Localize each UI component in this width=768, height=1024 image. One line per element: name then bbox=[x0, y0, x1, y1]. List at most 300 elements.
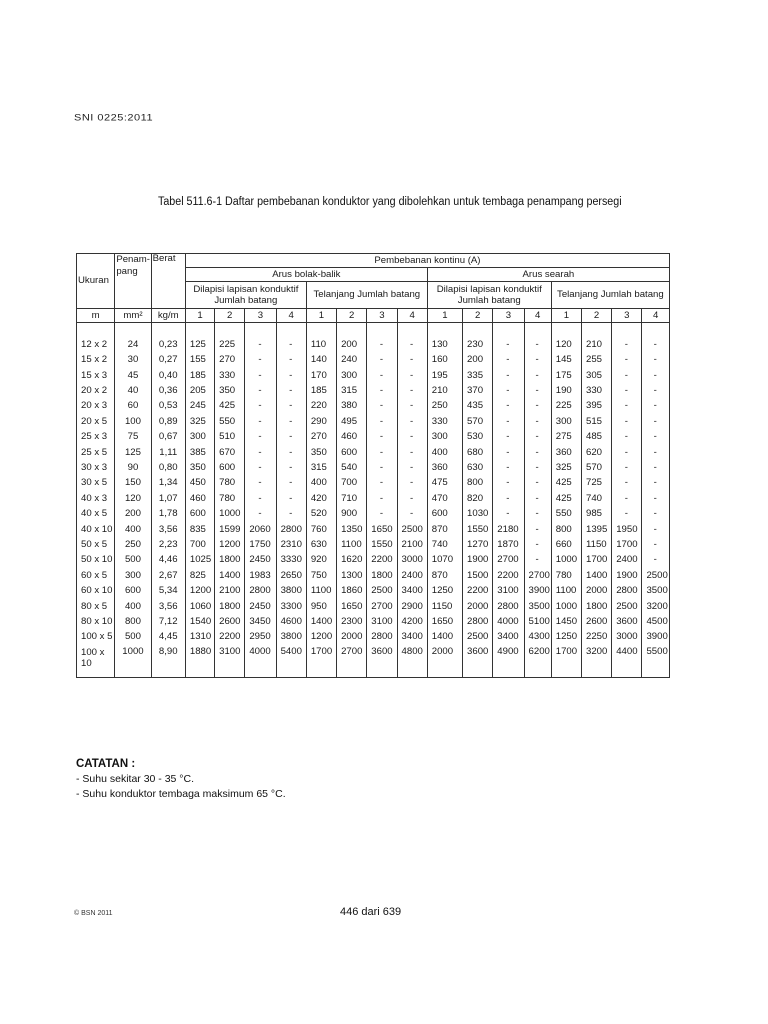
cell-current: 275 bbox=[551, 429, 581, 444]
cell-current: 1030 bbox=[463, 506, 493, 521]
cell-cross-section: 800 bbox=[115, 614, 151, 629]
cell-current: 2800 bbox=[276, 522, 306, 537]
cell-current: 530 bbox=[463, 429, 493, 444]
table-row bbox=[77, 491, 670, 506]
cell-current: 1599 bbox=[215, 522, 245, 537]
cell-current: 300 bbox=[337, 368, 367, 383]
cell-current: 835 bbox=[185, 522, 214, 537]
cell-current: - bbox=[367, 368, 397, 383]
header-ukuran: Ukuran bbox=[77, 254, 115, 309]
cell-current: 600 bbox=[185, 506, 214, 521]
cell-size: 60 x 10 bbox=[77, 583, 115, 598]
cell-current: 620 bbox=[581, 445, 611, 460]
cell-current: 550 bbox=[215, 414, 245, 429]
spacer-cell bbox=[306, 323, 336, 338]
cell-current: - bbox=[524, 506, 551, 521]
standard-reference: SNI 0225:2011 bbox=[74, 112, 154, 124]
cell-current: 1400 bbox=[306, 614, 336, 629]
cell-current: - bbox=[524, 337, 551, 352]
table-body bbox=[77, 323, 670, 678]
spacer-cell bbox=[115, 323, 151, 338]
cell-cross-section: 60 bbox=[115, 399, 151, 414]
cell-current: 1700 bbox=[551, 645, 581, 678]
cell-weight: 0,67 bbox=[151, 429, 185, 444]
cell-current: - bbox=[397, 383, 427, 398]
cell-current: - bbox=[276, 352, 306, 367]
unit-header: kg/m bbox=[151, 309, 185, 323]
cell-size: 20 x 2 bbox=[77, 383, 115, 398]
spacer-cell bbox=[581, 323, 611, 338]
cell-size: 40 x 3 bbox=[77, 491, 115, 506]
cell-current: 475 bbox=[427, 476, 462, 491]
cell-current: 245 bbox=[185, 399, 214, 414]
cell-current: - bbox=[245, 429, 276, 444]
cell-current: - bbox=[245, 476, 276, 491]
cell-current: - bbox=[276, 445, 306, 460]
cell-current: 1800 bbox=[367, 568, 397, 583]
cell-current: - bbox=[524, 537, 551, 552]
cell-current: - bbox=[642, 552, 670, 567]
cell-current: 3450 bbox=[245, 614, 276, 629]
cell-current: - bbox=[245, 399, 276, 414]
cell-current: 2200 bbox=[367, 552, 397, 567]
table-row bbox=[77, 583, 670, 598]
cell-current: 350 bbox=[185, 460, 214, 475]
cell-size: 100 x 5 bbox=[77, 629, 115, 644]
cell-current: 900 bbox=[337, 506, 367, 521]
notes-title: CATATAN : bbox=[76, 758, 136, 770]
cell-current: - bbox=[276, 337, 306, 352]
cell-current: - bbox=[612, 476, 642, 491]
cell-current: 170 bbox=[306, 368, 336, 383]
cell-current: 680 bbox=[463, 445, 493, 460]
cell-current: - bbox=[276, 491, 306, 506]
cell-current: 380 bbox=[337, 399, 367, 414]
table-row bbox=[77, 522, 670, 537]
cell-weight: 0,40 bbox=[151, 368, 185, 383]
cell-current: 1250 bbox=[427, 583, 462, 598]
table-row bbox=[77, 537, 670, 552]
cell-current: 1550 bbox=[367, 537, 397, 552]
cell-current: 185 bbox=[185, 368, 214, 383]
cell-current: - bbox=[245, 368, 276, 383]
cell-current: 1800 bbox=[581, 599, 611, 614]
cell-current: 3200 bbox=[581, 645, 611, 678]
cell-size: 50 x 10 bbox=[77, 552, 115, 567]
spacer-cell bbox=[642, 323, 670, 338]
batang-number-header: 1 bbox=[427, 309, 462, 323]
cell-current: 1395 bbox=[581, 522, 611, 537]
spacer-cell bbox=[276, 323, 306, 338]
spacer-cell bbox=[493, 323, 524, 338]
cell-current: 1250 bbox=[551, 629, 581, 644]
cell-current: - bbox=[367, 506, 397, 521]
cell-current: 570 bbox=[581, 460, 611, 475]
cell-current: 3100 bbox=[367, 614, 397, 629]
cell-current: - bbox=[642, 383, 670, 398]
cell-size: 60 x 5 bbox=[77, 568, 115, 583]
cell-current: 2700 bbox=[493, 552, 524, 567]
table-row bbox=[77, 614, 670, 629]
cell-current: 350 bbox=[215, 383, 245, 398]
table-row bbox=[77, 352, 670, 367]
header-dc-telanjang: Telanjang Jumlah batang bbox=[551, 282, 669, 309]
cell-current: 450 bbox=[185, 476, 214, 491]
cell-current: 190 bbox=[551, 383, 581, 398]
cell-current: - bbox=[245, 337, 276, 352]
cell-current: - bbox=[397, 414, 427, 429]
cell-current: 3900 bbox=[642, 629, 670, 644]
cell-current: - bbox=[493, 429, 524, 444]
cell-current: 1100 bbox=[306, 583, 336, 598]
cell-current: - bbox=[276, 368, 306, 383]
cell-current: - bbox=[493, 476, 524, 491]
cell-cross-section: 90 bbox=[115, 460, 151, 475]
cell-current: 3330 bbox=[276, 552, 306, 567]
table-title: Tabel 511.6-1 Daftar pembebanan konduktor yang dibolehkan untuk tembaga penampang persegi bbox=[158, 196, 622, 208]
cell-current: 740 bbox=[581, 491, 611, 506]
cell-current: - bbox=[524, 445, 551, 460]
cell-current: - bbox=[493, 506, 524, 521]
cell-current: - bbox=[612, 460, 642, 475]
cell-current: - bbox=[276, 506, 306, 521]
cell-current: 2400 bbox=[612, 552, 642, 567]
cell-weight: 0,36 bbox=[151, 383, 185, 398]
cell-current: 2950 bbox=[245, 629, 276, 644]
cell-current: 160 bbox=[427, 352, 462, 367]
cell-current: 780 bbox=[215, 491, 245, 506]
cell-current: - bbox=[397, 506, 427, 521]
cell-current: 3900 bbox=[524, 583, 551, 598]
cell-current: 2800 bbox=[612, 583, 642, 598]
cell-current: 1800 bbox=[215, 599, 245, 614]
cell-size: 80 x 5 bbox=[77, 599, 115, 614]
table-row bbox=[77, 445, 670, 460]
cell-size: 40 x 5 bbox=[77, 506, 115, 521]
batang-number-header: 3 bbox=[367, 309, 397, 323]
cell-current: 330 bbox=[427, 414, 462, 429]
cell-current: - bbox=[612, 352, 642, 367]
cell-current: 4200 bbox=[397, 614, 427, 629]
cell-current: - bbox=[612, 337, 642, 352]
cell-current: 1150 bbox=[581, 537, 611, 552]
cell-current: 630 bbox=[463, 460, 493, 475]
batang-number-header: 2 bbox=[215, 309, 245, 323]
cell-cross-section: 500 bbox=[115, 629, 151, 644]
cell-current: - bbox=[397, 476, 427, 491]
cell-current: 120 bbox=[551, 337, 581, 352]
cell-current: - bbox=[642, 491, 670, 506]
cell-current: 360 bbox=[551, 445, 581, 460]
header-dc-dilapisi: Dilapisi lapisan konduktif Jumlah batang bbox=[427, 282, 551, 309]
cell-current: 4800 bbox=[397, 645, 427, 678]
cell-current: 2310 bbox=[276, 537, 306, 552]
cell-current: 325 bbox=[551, 460, 581, 475]
cell-current: 1983 bbox=[245, 568, 276, 583]
cell-current: - bbox=[367, 352, 397, 367]
spacer-cell bbox=[367, 323, 397, 338]
cell-current: 240 bbox=[337, 352, 367, 367]
cell-current: 1950 bbox=[612, 522, 642, 537]
cell-current: - bbox=[367, 337, 397, 352]
cell-current: 550 bbox=[551, 506, 581, 521]
batang-number-header: 1 bbox=[185, 309, 214, 323]
cell-current: - bbox=[612, 491, 642, 506]
cell-weight: 4,45 bbox=[151, 629, 185, 644]
cell-cross-section: 400 bbox=[115, 599, 151, 614]
cell-current: - bbox=[612, 445, 642, 460]
cell-current: - bbox=[612, 414, 642, 429]
cell-current: 1400 bbox=[215, 568, 245, 583]
batang-number-header: 4 bbox=[642, 309, 670, 323]
cell-current: 2200 bbox=[215, 629, 245, 644]
cell-current: - bbox=[245, 414, 276, 429]
cell-current: 2180 bbox=[493, 522, 524, 537]
cell-current: 1100 bbox=[337, 537, 367, 552]
cell-current: - bbox=[397, 460, 427, 475]
cell-current: 4300 bbox=[524, 629, 551, 644]
cell-current: 760 bbox=[306, 522, 336, 537]
cell-current: 825 bbox=[185, 568, 214, 583]
cell-current: 780 bbox=[551, 568, 581, 583]
cell-current: - bbox=[612, 368, 642, 383]
cell-current: 2500 bbox=[612, 599, 642, 614]
cell-current: 2000 bbox=[581, 583, 611, 598]
cell-current: 425 bbox=[551, 476, 581, 491]
cell-current: 1650 bbox=[367, 522, 397, 537]
cell-size: 50 x 5 bbox=[77, 537, 115, 552]
cell-current: - bbox=[612, 429, 642, 444]
cell-current: - bbox=[367, 383, 397, 398]
cell-cross-section: 150 bbox=[115, 476, 151, 491]
cell-current: 520 bbox=[306, 506, 336, 521]
cell-current: 315 bbox=[306, 460, 336, 475]
cell-current: 660 bbox=[551, 537, 581, 552]
cell-weight: 3,56 bbox=[151, 599, 185, 614]
cell-current: 2000 bbox=[427, 645, 462, 678]
spacer-cell bbox=[77, 323, 115, 338]
cell-current: - bbox=[276, 399, 306, 414]
cell-weight: 1,78 bbox=[151, 506, 185, 521]
cell-cross-section: 75 bbox=[115, 429, 151, 444]
cell-current: 270 bbox=[306, 429, 336, 444]
cell-weight: 7,12 bbox=[151, 614, 185, 629]
cell-current: - bbox=[245, 491, 276, 506]
cell-current: 2700 bbox=[524, 568, 551, 583]
cell-current: 485 bbox=[581, 429, 611, 444]
cell-cross-section: 250 bbox=[115, 537, 151, 552]
cell-current: - bbox=[397, 429, 427, 444]
cell-current: - bbox=[524, 460, 551, 475]
cell-current: 985 bbox=[581, 506, 611, 521]
cell-current: - bbox=[642, 368, 670, 383]
batang-number-header: 1 bbox=[306, 309, 336, 323]
cell-current: 2300 bbox=[337, 614, 367, 629]
cell-weight: 0,27 bbox=[151, 352, 185, 367]
conductor-load-table bbox=[76, 253, 670, 678]
cell-current: 1000 bbox=[551, 599, 581, 614]
table-row bbox=[77, 645, 670, 678]
cell-current: 950 bbox=[306, 599, 336, 614]
cell-current: - bbox=[493, 399, 524, 414]
unit-header: mm² bbox=[115, 309, 151, 323]
cell-current: - bbox=[612, 399, 642, 414]
cell-current: 250 bbox=[427, 399, 462, 414]
cell-current: 1400 bbox=[427, 629, 462, 644]
cell-current: 2600 bbox=[581, 614, 611, 629]
cell-current: 225 bbox=[215, 337, 245, 352]
cell-current: - bbox=[493, 491, 524, 506]
footer-copyright: © BSN 2011 bbox=[74, 910, 113, 917]
cell-current: - bbox=[493, 368, 524, 383]
cell-current: 4000 bbox=[493, 614, 524, 629]
cell-cross-section: 100 bbox=[115, 414, 151, 429]
cell-current: 315 bbox=[337, 383, 367, 398]
batang-number-header: 1 bbox=[551, 309, 581, 323]
cell-current: 2500 bbox=[642, 568, 670, 583]
cell-current: 1900 bbox=[612, 568, 642, 583]
table-row bbox=[77, 337, 670, 352]
batang-number-header: 3 bbox=[493, 309, 524, 323]
spacer-cell bbox=[151, 323, 185, 338]
cell-cross-section: 200 bbox=[115, 506, 151, 521]
header-ac-dilapisi: Dilapisi lapisan konduktif Jumlah batang bbox=[185, 282, 306, 309]
cell-size: 30 x 5 bbox=[77, 476, 115, 491]
cell-size: 20 x 3 bbox=[77, 399, 115, 414]
cell-current: 780 bbox=[215, 476, 245, 491]
cell-current: 140 bbox=[306, 352, 336, 367]
cell-current: - bbox=[276, 429, 306, 444]
cell-cross-section: 120 bbox=[115, 491, 151, 506]
cell-current: 4400 bbox=[612, 645, 642, 678]
cell-weight: 2,67 bbox=[151, 568, 185, 583]
cell-current: - bbox=[276, 383, 306, 398]
cell-current: - bbox=[245, 383, 276, 398]
note-conductor-temperature: - Suhu konduktor tembaga maksimum 65 °C. bbox=[76, 788, 286, 800]
cell-current: - bbox=[524, 414, 551, 429]
cell-weight: 5,34 bbox=[151, 583, 185, 598]
batang-number-header: 2 bbox=[581, 309, 611, 323]
cell-current: - bbox=[524, 429, 551, 444]
table-row bbox=[77, 552, 670, 567]
cell-current: 1650 bbox=[427, 614, 462, 629]
cell-current: 2600 bbox=[215, 614, 245, 629]
cell-size: 80 x 10 bbox=[77, 614, 115, 629]
cell-current: 255 bbox=[581, 352, 611, 367]
cell-current: 600 bbox=[337, 445, 367, 460]
cell-current: - bbox=[493, 337, 524, 352]
cell-current: 2060 bbox=[245, 522, 276, 537]
cell-current: 3200 bbox=[642, 599, 670, 614]
cell-current: 1070 bbox=[427, 552, 462, 567]
cell-current: 350 bbox=[306, 445, 336, 460]
cell-current: 3000 bbox=[612, 629, 642, 644]
cell-current: 1700 bbox=[306, 645, 336, 678]
table-row bbox=[77, 414, 670, 429]
cell-current: - bbox=[493, 445, 524, 460]
cell-current: 425 bbox=[215, 399, 245, 414]
cell-current: - bbox=[397, 399, 427, 414]
cell-current: 325 bbox=[185, 414, 214, 429]
batang-number-header: 4 bbox=[397, 309, 427, 323]
cell-current: 2700 bbox=[367, 599, 397, 614]
cell-current: 4600 bbox=[276, 614, 306, 629]
cell-current: 870 bbox=[427, 568, 462, 583]
cell-current: - bbox=[276, 414, 306, 429]
cell-current: 2800 bbox=[463, 614, 493, 629]
cell-current: - bbox=[642, 460, 670, 475]
cell-cross-section: 1000 bbox=[115, 645, 151, 678]
batang-number-header: 3 bbox=[245, 309, 276, 323]
cell-size: 25 x 5 bbox=[77, 445, 115, 460]
cell-current: 4900 bbox=[493, 645, 524, 678]
cell-cross-section: 24 bbox=[115, 337, 151, 352]
cell-size: 15 x 2 bbox=[77, 352, 115, 367]
cell-current: 2800 bbox=[493, 599, 524, 614]
cell-current: 920 bbox=[306, 552, 336, 567]
cell-current: - bbox=[276, 460, 306, 475]
cell-current: 220 bbox=[306, 399, 336, 414]
cell-cross-section: 125 bbox=[115, 445, 151, 460]
cell-cross-section: 600 bbox=[115, 583, 151, 598]
cell-size: 30 x 3 bbox=[77, 460, 115, 475]
table-row bbox=[77, 383, 670, 398]
cell-current: 125 bbox=[185, 337, 214, 352]
cell-current: 3600 bbox=[612, 614, 642, 629]
cell-current: 110 bbox=[306, 337, 336, 352]
spacer-cell bbox=[463, 323, 493, 338]
spacer-cell bbox=[397, 323, 427, 338]
cell-weight: 0,53 bbox=[151, 399, 185, 414]
cell-current: 1000 bbox=[215, 506, 245, 521]
cell-current: - bbox=[367, 460, 397, 475]
cell-current: 1700 bbox=[612, 537, 642, 552]
batang-number-header: 4 bbox=[524, 309, 551, 323]
cell-current: 1650 bbox=[337, 599, 367, 614]
cell-current: - bbox=[397, 337, 427, 352]
cell-current: - bbox=[612, 383, 642, 398]
cell-size: 40 x 10 bbox=[77, 522, 115, 537]
cell-current: 820 bbox=[463, 491, 493, 506]
cell-size: 15 x 3 bbox=[77, 368, 115, 383]
cell-current: - bbox=[367, 414, 397, 429]
header-arus-searah: Arus searah bbox=[427, 268, 669, 282]
note-ambient-temperature: - Suhu sekitar 30 - 35 °C. bbox=[76, 773, 195, 785]
cell-current: 700 bbox=[185, 537, 214, 552]
cell-current: 725 bbox=[581, 476, 611, 491]
cell-weight: 1,11 bbox=[151, 445, 185, 460]
cell-current: 1860 bbox=[337, 583, 367, 598]
cell-cross-section: 300 bbox=[115, 568, 151, 583]
cell-cross-section: 45 bbox=[115, 368, 151, 383]
cell-current: 600 bbox=[427, 506, 462, 521]
cell-weight: 3,56 bbox=[151, 522, 185, 537]
spacer-cell bbox=[551, 323, 581, 338]
cell-current: - bbox=[642, 337, 670, 352]
spacer-cell bbox=[427, 323, 462, 338]
cell-current: - bbox=[642, 414, 670, 429]
cell-current: 330 bbox=[215, 368, 245, 383]
cell-current: - bbox=[276, 476, 306, 491]
cell-current: 2000 bbox=[337, 629, 367, 644]
cell-current: 130 bbox=[427, 337, 462, 352]
table-row bbox=[77, 460, 670, 475]
cell-current: 4500 bbox=[642, 614, 670, 629]
cell-current: 2500 bbox=[397, 522, 427, 537]
cell-current: 1750 bbox=[245, 537, 276, 552]
cell-current: 460 bbox=[337, 429, 367, 444]
cell-current: 290 bbox=[306, 414, 336, 429]
